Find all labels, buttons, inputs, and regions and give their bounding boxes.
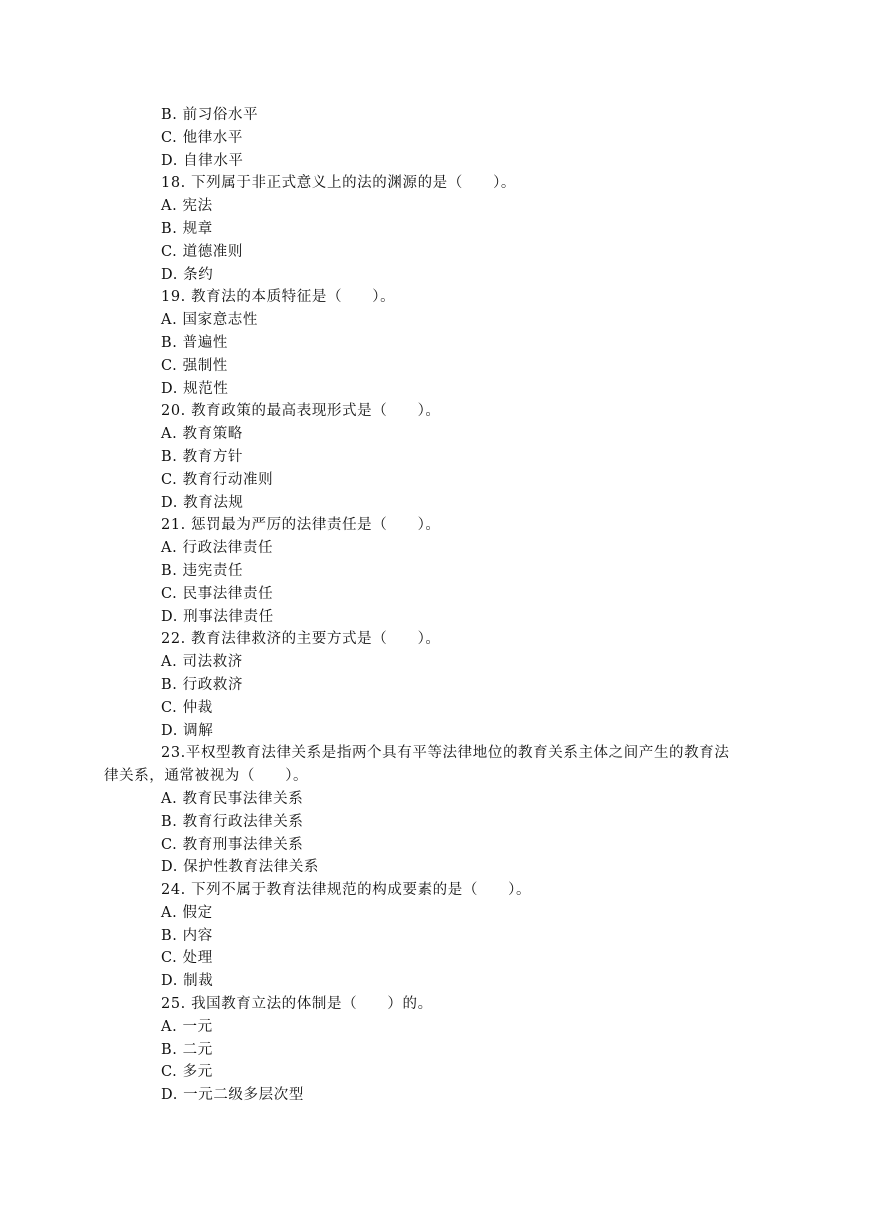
question-22: 22. 教育法律救济的主要方式是（ ）。 [161, 631, 441, 648]
option-line: C. 道德准则 [161, 243, 243, 260]
question-21: 21. 惩罚最为严厉的法律责任是（ ）。 [161, 517, 441, 534]
question-25: 25. 我国教育立法的体制是（ ）的。 [161, 996, 433, 1013]
option-line: C. 民事法律责任 [161, 585, 274, 602]
option-line: B. 普遍性 [161, 334, 228, 351]
option-line: A. 司法救济 [161, 654, 243, 671]
option-line: D. 自律水平 [161, 152, 244, 169]
option-line: C. 教育刑事法律关系 [161, 836, 304, 853]
option-line: A. 教育民事法律关系 [161, 790, 304, 807]
option-line: B. 二元 [161, 1041, 213, 1058]
question-20: 20. 教育政策的最高表现形式是（ ）。 [161, 403, 441, 420]
option-line: C. 多元 [161, 1064, 213, 1081]
question-list [104, 104, 764, 1107]
option-line: B. 前习俗水平 [161, 107, 259, 123]
option-line: D. 条约 [161, 266, 214, 283]
option-line: B. 行政救济 [161, 676, 244, 693]
option-line: A. 教育策略 [161, 426, 243, 443]
option-line: A. 国家意志性 [161, 312, 258, 329]
option-line: D. 教育法规 [161, 494, 244, 511]
option-line: B. 违宪责任 [161, 562, 244, 579]
option-line: D. 制裁 [161, 973, 214, 990]
option-line: D. 规范性 [161, 380, 229, 397]
question-24: 24. 下列不属于教育法律规范的构成要素的是（ ）。 [161, 882, 532, 899]
option-line: D. 一元二级多层次型 [161, 1087, 304, 1104]
option-line: C. 仲裁 [161, 699, 213, 716]
option-line: B. 内容 [161, 927, 213, 944]
option-line: C. 教育行动准则 [161, 471, 274, 488]
option-line: B. 规章 [161, 220, 213, 237]
option-line: A. 假定 [161, 904, 213, 921]
option-line: A. 一元 [161, 1018, 213, 1035]
question-18: 18. 下列属于非正式意义上的法的渊源的是（ ）。 [161, 175, 517, 192]
option-line: C. 强制性 [161, 357, 228, 374]
question-19: 19. 教育法的本质特征是（ ）。 [161, 289, 396, 306]
option-line: C. 他律水平 [161, 129, 243, 146]
option-line: D. 调解 [161, 722, 214, 739]
question-23-line2: 律关系，通常被视为（ ）。 [104, 768, 309, 785]
option-line: A. 行政法律责任 [161, 540, 274, 557]
question-23-line1: 23.平权型教育法律关系是指两个具有平等法律地位的教育关系主体之间产生的教育法 [161, 745, 730, 762]
option-line: D. 刑事法律责任 [161, 608, 274, 625]
option-line: C. 处理 [161, 950, 213, 967]
option-line: B. 教育方针 [161, 448, 244, 465]
option-line: D. 保护性教育法律关系 [161, 859, 320, 876]
option-line: A. 宪法 [161, 198, 213, 215]
option-line: B. 教育行政法律关系 [161, 813, 304, 830]
